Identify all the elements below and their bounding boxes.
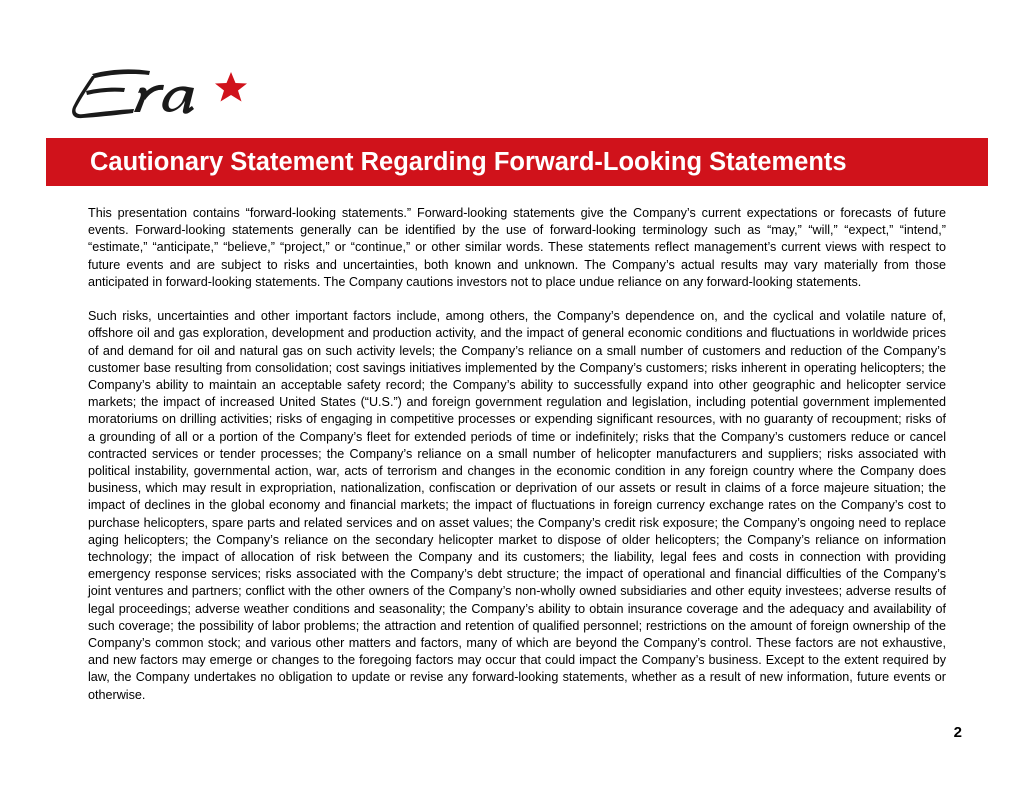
disclaimer-body: [88, 205, 946, 721]
era-logo-icon: [70, 66, 250, 122]
title-bar: [46, 138, 988, 186]
era-logo: [70, 66, 250, 122]
risk-factors-paragraph: Such risks, uncertainties and other important factors include, among others, the Company’s dependence on, and the cyclical and volatile nature of, offshore oil and gas exploration, development and production activity, and the impact of general economic conditions and fluctuations in worldwide prices of and demand for oil and natural gas on such activity levels; the Company’s reliance on a small number of customers and reduction of the Company’s customer base resulting from consolidation; cost savings initiatives implemented by the Company’s customers; risks inherent in operating helicopters; the Company’s ability to maintain an acceptable safety record; the Company’s ability to successfully expand into other geographic and helicopter service markets; the impact of increased United States (“U.S.”) and foreign government regulation and legislation, including potential government implemented moratoriums on drilling activities; risks of engaging in competitive processes or expending significant resources, with no guaranty of recoupment; risks of a grounding of all or a portion of the Company’s fleet for extended periods of time or indefinitely; risks that the Company’s customers reduce or cancel contracted services or tender processes; the Company’s reliance on a small number of helicopter manufacturers and suppliers; risks associated with political instability, governmental action, war, acts of terrorism and changes in the economic condition in any foreign country where the Company does business, which may result in expropriation, nationalization, confiscation or deprivation of our assets or result in claims of a force majeure situation; the impact of declines in the global economy and financial markets; the impact of fluctuations in foreign currency exchange rates on the Company’s cost to purchase helicopters, spare parts and related services and on asset values; the Company’s credit risk exposure; the Company’s ongoing need to replace aging helicopters; the Company’s reliance on the secondary helicopter market to dispose of older helicopters; the Company’s reliance on information technology; the impact of allocation of risk between the Company and its customers; the liability, legal fees and costs in connection with providing emergency response services; risks associated with the Company’s debt structure; the impact of operational and financial difficulties of the Company’s joint ventures and partners; conflict with the other owners of the Company’s non-wholly owned subsidiaries and other equity investees; adverse results of legal proceedings; adverse weather conditions and seasonality; the Company’s ability to obtain insurance coverage and the adequacy and availability of such coverage; the possibility of labor problems; the attraction and retention of qualified personnel; restrictions on the amount of foreign ownership of the Company’s common stock; and various other matters and factors, many of which are beyond the Company’s control. These factors are not exhaustive, and new factors may emerge or changes to the foregoing factors may occur that could impact the Company’s business. Except to the extent required by law, the Company undertakes no obligation to update or revise any forward-looking statements, whether as a result of new information, future events or otherwise.: [88, 309, 946, 702]
intro-paragraph: This presentation contains “forward-looking statements.” Forward-looking statements give the Company’s current expectations or forecasts of future events. Forward-looking statements generally can be identified by the use of forward-looking terminology such as “may,” “will,” “expect,” “intend,” “estimate,” “anticipate,” “believe,” “project,” or “continue,” or other similar words. These statements reflect management’s current views with respect to future events and are subject to risks and uncertainties, both known and unknown. The Company’s actual results may vary materially from those anticipated in forward-looking statements. The Company cautions investors not to place undue reliance on any forward-looking statements.: [88, 206, 946, 289]
page-title: Cautionary Statement Regarding Forward-Looking Statements: [90, 148, 847, 176]
page-number: 2: [953, 724, 962, 741]
